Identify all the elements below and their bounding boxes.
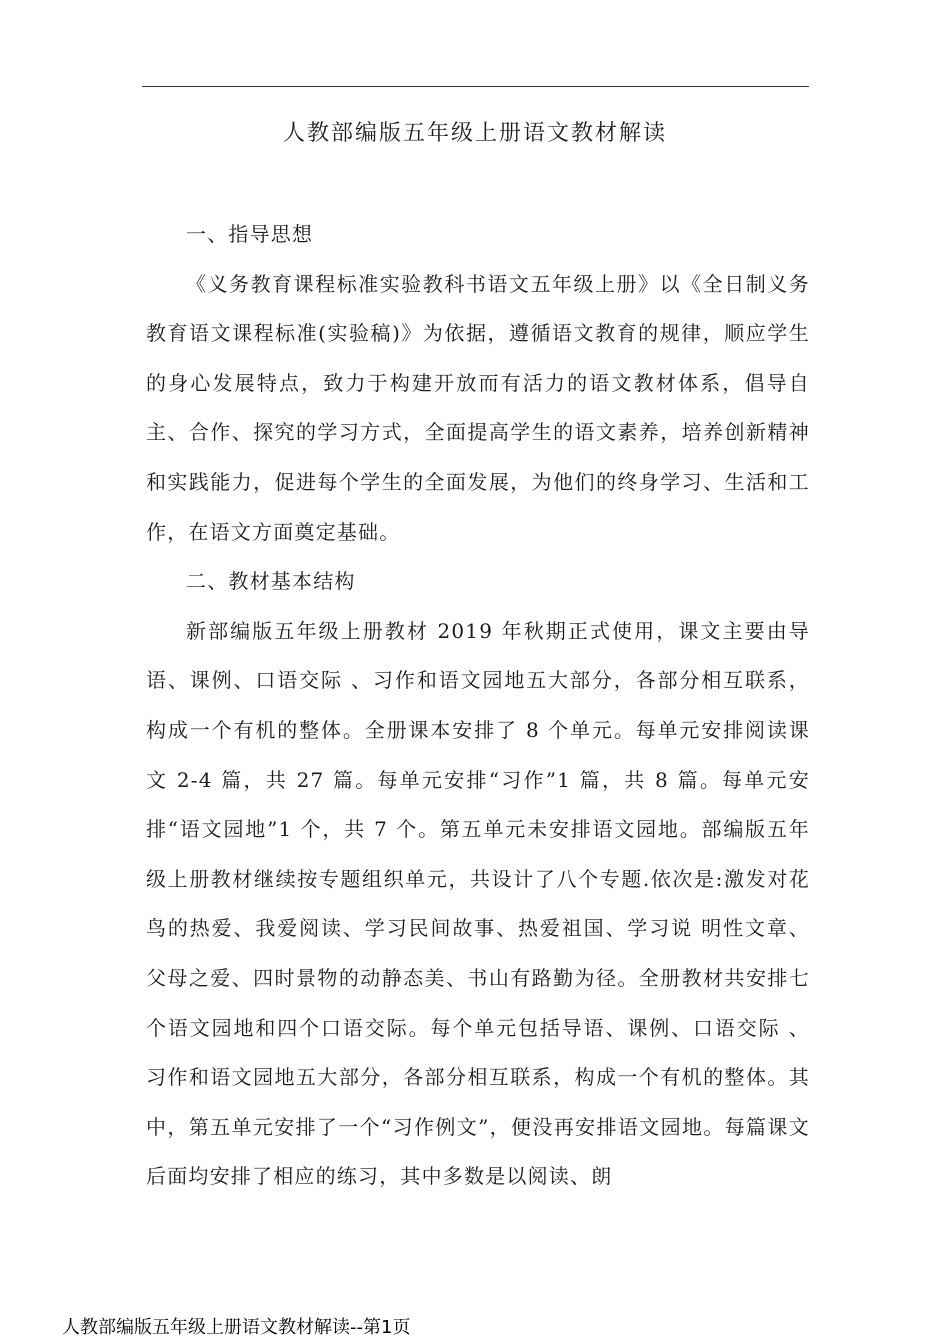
page-footer: 人教部编版五年级上册语文教材解读--第1页 [62,1317,411,1338]
section-heading-textbook-structure: 二、教材基本结构 [186,569,356,594]
header-rule [142,86,809,87]
section-heading-guiding-ideology: 一、指导思想 [186,222,314,246]
document-title: 人教部编版五年级上册语文教材解读 [282,121,667,146]
document-body [146,210,810,1202]
paragraph-guiding-ideology: 《义务教育课程标准实验教科书语文五年级上册》以《全日制义务教育语文课程标准(实验稿)》为依据，遵循语文教育的规律，顺应学生的身心发展特点，致力于构建开放而有活力的语文教材体系，倡导自主、合作、探究的学习方式，全面提高学生的语文素养，培养创新精神和实践能力，促进每个学生的全面发展，为他们的终身学习、生活和工作，在语文方面奠定基础。 [146,271,810,544]
paragraph-textbook-structure: 新部编版五年级上册教材 2019 年秋期正式使用，课文主要由导语、课例、口语交际 、习作和语文园地五大部分，各部分相互联系，构成一个有机的整体。全册课本安排了 8 个单元。每单元安排阅读课文 2-4 篇，共 27 篇。每单元安排“习作”1 篇，共 8 篇。每单元安排“语文园地”1 个，共 7 个。第五单元未安排语文园地。部编版五年级上册教材继续按专题组织单元，共设计了八个专题.依次是:激发对花鸟的热爱、我爱阅读、学习民间故事、热爱祖国、学习说 明性文章、父母之爱、四时景物的动静态美、书山有路勤为径。全册教材共安排七个语文园地和四个口语交际。每个单元包括导语、课例、口语交际 、习作和语文园地五大部分，各部分相互联系，构成一个有机的整体。其中，第五单元安排了一个“习作例文”，便没再安排语文园地。每篇课文后面均安排了相应的练习，其中多数是以阅读、朗 [146,618,810,1189]
